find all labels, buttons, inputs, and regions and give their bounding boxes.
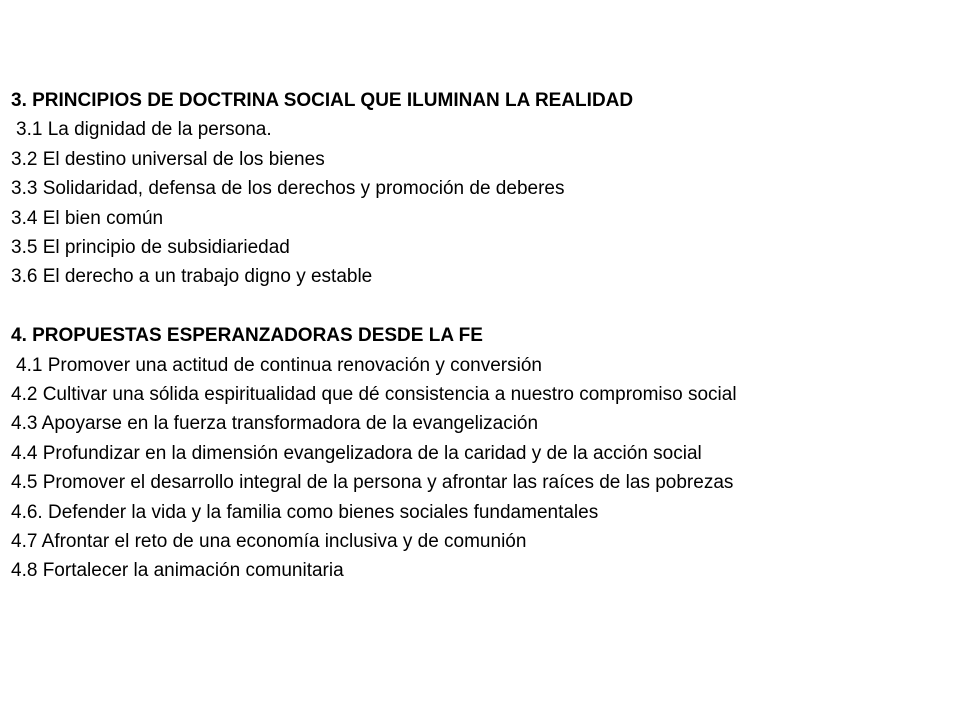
section-3-item-3-3: 3.3 Solidaridad, defensa de los derechos y promoción de deberes: [11, 178, 565, 200]
section-4-item-4-2: 4.2 Cultivar una sólida espiritualidad que dé consistencia a nuestro compromiso social: [11, 384, 737, 406]
section-4-heading: 4. PROPUESTAS ESPERANZADORAS DESDE LA FE: [11, 325, 483, 347]
section-4-item-4-7: 4.7 Afrontar el reto de una economía inclusiva y de comunión: [11, 531, 527, 553]
section-3-heading: 3. PRINCIPIOS DE DOCTRINA SOCIAL QUE ILUMINAN LA REALIDAD: [11, 90, 634, 111]
section-4-item-4-1: 4.1 Promover una actitud de continua renovación y conversión: [16, 354, 542, 376]
section-4-item-4-5: 4.5 Promover el desarrollo integral de la persona y afrontar las raíces de las pobrezas: [11, 472, 734, 494]
slide-text-body: [11, 86, 911, 586]
section-3-item-3-2: 3.2 El destino universal de los bienes: [11, 148, 325, 170]
section-3-item-3-6: 3.6 El derecho a un trabajo digno y estable: [11, 266, 373, 288]
section-4-item-4-3: 4.3 Apoyarse en la fuerza transformadora de la evangelización: [11, 413, 539, 435]
section-3-item-3-5: 3.5 El principio de subsidiariedad: [11, 237, 290, 259]
section-4-item-4-8: 4.8 Fortalecer la animación comunitaria: [11, 560, 344, 582]
section-3-item-3-4: 3.4 El bien común: [11, 207, 164, 229]
section-4-item-4-6: 4.6. Defender la vida y la familia como bienes sociales fundamentales: [11, 501, 599, 523]
section-spacer: [11, 292, 911, 321]
section-3-item-3-1: 3.1 La dignidad de la persona.: [16, 119, 272, 141]
section-4-item-4-4: 4.4 Profundizar en la dimensión evangelizadora de la caridad y de la acción social: [11, 442, 702, 464]
